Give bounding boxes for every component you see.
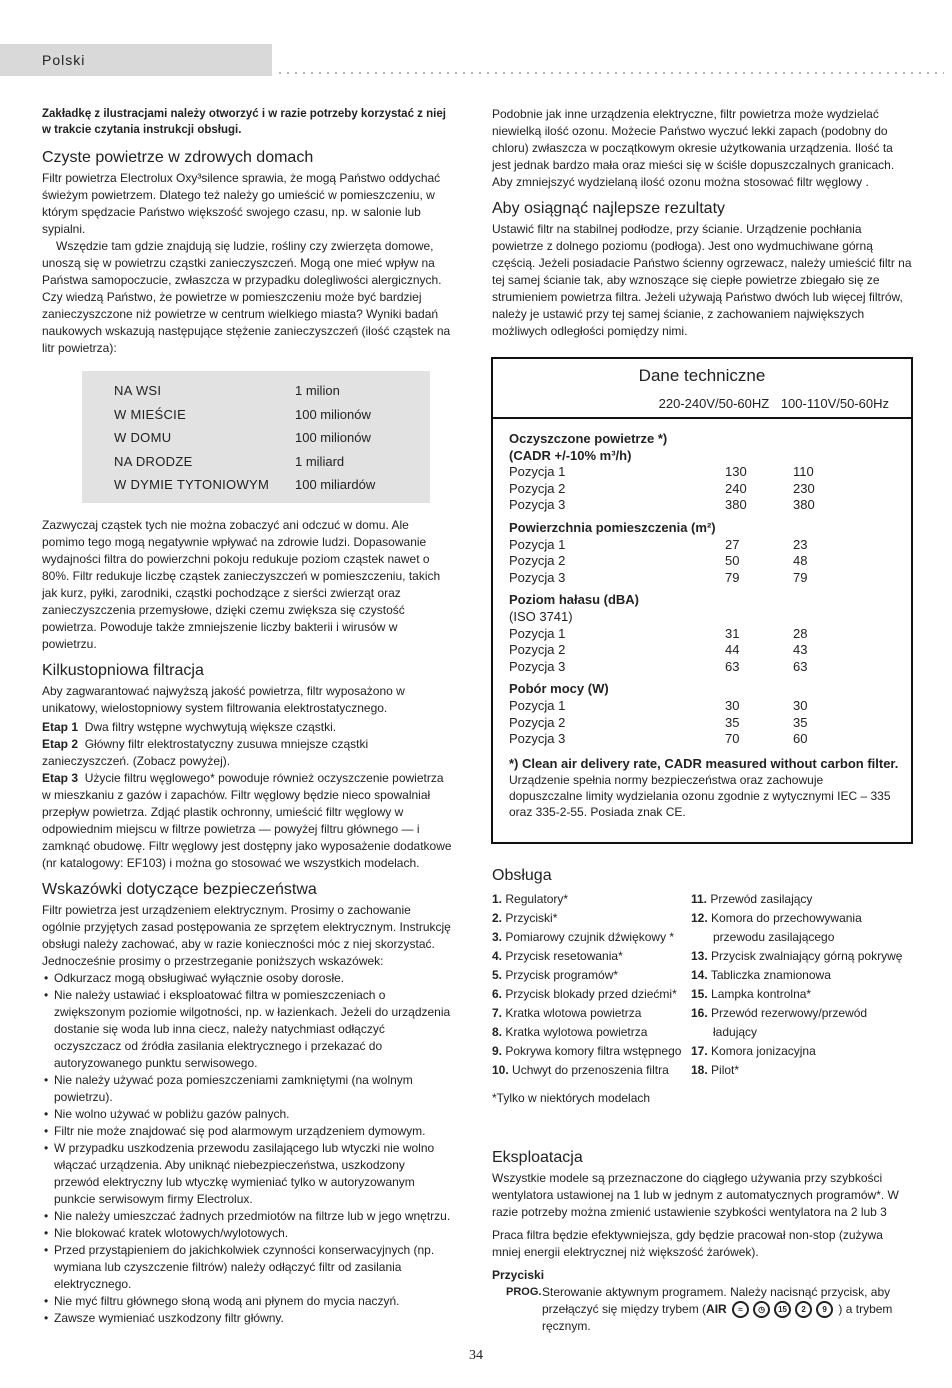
heading-safety: Wskazówki dotyczące bezpieczeństwa [42, 880, 317, 898]
stats-place: W DYMIE TYTONIOWYM [114, 477, 270, 493]
spec-value-b: 63 [793, 658, 808, 674]
spec-value-b: 35 [793, 714, 808, 730]
spec-value-a: 79 [725, 569, 740, 585]
paragraph: Podobnie jak inne urządzenia elektryczne, filtr powietrza może wydzielać niewielką ilość ozonu. Możecie Państwo wyczuć lekki zapach (podobny do chloru) zwłaszcza w początkowym okresie użytkowania urządzenia. Ilość ta jest jednak bardzo mała oraz mieści się w ściśle dopuszczalnych granicach. Aby zmniejszyć wydzielaną ilość ozonu można stosować filtr węglowy . [492, 107, 895, 189]
part-label: Komora do przechowywania przewodu zasilającego [711, 911, 862, 944]
spec-label: Pozycja 1 [509, 536, 566, 552]
tech-specs-voltages: 220-240V/50-60HZ 100-110V/50-60Hz [658, 396, 889, 411]
list-item: • Przed przystąpieniem do jakichkolwiek czynności konserwacyjnych (np. wymiana lub czyszczenie filtrów) należy odłączyć filtr od zasilania elektrycznego. [42, 1242, 452, 1293]
timer-2-icon: 2 [795, 1301, 812, 1318]
spec-row [509, 642, 911, 659]
parts-column-1 [492, 890, 691, 1080]
spec-value-b: 79 [793, 569, 808, 585]
spec-row [509, 570, 911, 587]
part-label: Przycisk zwalniający górną pokrywę [711, 949, 903, 963]
spec-section-title: Powierzchnia pomieszczenia (m²) [509, 519, 716, 535]
part-label: Przyciski* [505, 911, 558, 925]
list-item [691, 1061, 912, 1080]
stats-place: W DOMU [114, 430, 172, 446]
stats-row [114, 379, 430, 403]
air-label: AIR [706, 1302, 727, 1316]
part-label: Kratka wlotowa powietrza [505, 1006, 642, 1020]
part-number: 11. [691, 892, 708, 906]
parts-list [492, 890, 912, 1080]
list-item [492, 985, 691, 1004]
part-label: Przycisk programów* [505, 968, 619, 982]
part-number: 9. [492, 1044, 503, 1058]
part-number: 10. [492, 1063, 509, 1077]
right-column [492, 106, 912, 340]
compliance-text: Urządzenie spełnia normy bezpieczeństwa oraz zachowuje dopuszczalne limity wydzielania ozonu zgodnie z wytycznymi IEC – 335 oraz 335-2-55. Posiada znak CE. [509, 773, 891, 820]
spec-row [509, 659, 911, 676]
clock-icon: ◷ [753, 1301, 770, 1318]
spec-row [509, 481, 911, 498]
part-number: 17. [691, 1044, 708, 1058]
stats-row [114, 473, 430, 497]
spec-value-a: 44 [725, 642, 740, 658]
list-item [691, 947, 912, 966]
stage-2 [42, 736, 452, 770]
part-number: 8. [492, 1025, 503, 1039]
paragraph: Jednocześnie prosimy o przestrzeganie poniższych wskazówek: [42, 953, 384, 968]
list-item: • Odkurzacz mogą obsługiwać wyłącznie osoby dorosłe. [42, 970, 452, 987]
tech-specs-box [491, 357, 913, 844]
spec-row [509, 497, 911, 514]
page-number: 34 [469, 1348, 483, 1363]
paragraph: Praca filtra będzie efektywniejsza, gdy będzie pracował non-stop (zużywa mniej energii elektrycznej niż większość żarówek). [492, 1228, 883, 1259]
spec-row [509, 537, 911, 554]
stage-1 [42, 719, 452, 736]
spec-value-a: 27 [725, 536, 740, 552]
spec-label: Pozycja 2 [509, 553, 566, 569]
spec-value-b: 23 [793, 536, 808, 552]
part-number: 14. [691, 968, 708, 982]
prog-button-description [492, 1284, 912, 1335]
paragraph: Ustawić filtr na stabilnej podłodze, przy ścianie. Urządzenie pochłania powietrze z dolnego poziomu (podłoga). Jest ono wydmuchiwane górną częścią. Jeżeli posiadacie Państwo ścienny ogrzewacz, należy umieścić filtr na tej samej ścianie tak, aby wznoszące się ciepłe powietrze zbiegało się ze strumieniem powietrza filtra. Jeżeli używają Państwo dwóch lub więcej filtrów, należy je ustawić przy tej samej ścianie, z zachowaniem największych możliwych odległości pomiędzy nimi. [492, 222, 912, 338]
spec-value-b: 28 [793, 625, 808, 641]
spec-value-a: 380 [725, 497, 747, 513]
stats-value: 100 milionów [295, 430, 371, 446]
list-item: • Nie należy umieszczać żadnych przedmiotów na filtrze lub w jego wnętrzu. [42, 1208, 452, 1225]
list-item: • W przypadku uszkodzenia przewodu zasilającego lub wtyczki nie wolno włączać urządzenia. Aby uniknąć niebezpieczeństwa, uszkodzony przewód elektryczny lub wtyczkę wymieniać tylko w autoryzowanym punkcie serwisowym firmy Electrolux. [42, 1140, 452, 1208]
part-label: Pokrywa komory filtra wstępnego [505, 1044, 682, 1058]
spec-value-a: 130 [725, 464, 747, 480]
part-label: Kratka wylotowa powietrza [505, 1025, 648, 1039]
part-label: Pilot* [711, 1063, 740, 1077]
list-item [492, 966, 691, 985]
stats-place: W MIEŚCIE [114, 406, 187, 422]
left-column [42, 106, 452, 1327]
stats-value: 1 milion [295, 383, 340, 399]
spec-value-b: 230 [793, 480, 815, 496]
part-label: Komora jonizacyjna [711, 1044, 816, 1058]
buttons-heading: Przyciski [492, 1268, 545, 1282]
part-number: 15. [691, 987, 708, 1001]
part-number: 18. [691, 1063, 708, 1077]
spec-row [509, 626, 911, 643]
spec-row [509, 715, 911, 732]
spec-label: Pozycja 2 [509, 480, 566, 496]
spec-label: Pozycja 2 [509, 642, 566, 658]
models-footnote: *Tylko w niektórych modelach [492, 1091, 651, 1105]
list-item [691, 985, 912, 1004]
paragraph: Aby zagwarantować najwyższą jakość powietrza, filtr wyposażono w unikatowy, wielostopniowy system filtrowania elektrostatycznego. [42, 683, 405, 715]
spec-value-a: 50 [725, 553, 740, 569]
list-item [691, 1004, 912, 1042]
parts-column-2 [691, 890, 912, 1080]
list-item [492, 1004, 691, 1023]
spec-label: Pozycja 1 [509, 625, 566, 641]
stats-value: 100 miliardów [295, 477, 376, 493]
prog-end-text: ) a trybem ręcznym. [542, 1302, 893, 1334]
timer-9-icon: 9 [816, 1301, 833, 1318]
list-item [492, 909, 691, 928]
stats-value: 1 miliard [295, 453, 345, 469]
header-dotted-rule [276, 71, 944, 75]
spec-value-b: 380 [793, 497, 815, 513]
tech-specs-body [493, 419, 911, 820]
part-number: 5. [492, 968, 503, 982]
part-number: 13. [691, 949, 708, 963]
stats-row [114, 450, 430, 474]
spec-value-b: 60 [793, 731, 808, 747]
safety-list [42, 970, 452, 1327]
stage-text: Dwa filtry wstępne wychwytują większe cząstki. [84, 719, 337, 734]
spec-value-a: 70 [725, 731, 740, 747]
list-item [492, 947, 691, 966]
list-item [691, 890, 912, 909]
language-label: Polski [42, 52, 86, 68]
stats-row [114, 403, 430, 427]
paragraph: Wszystkie modele są przeznaczone do ciągłego używania przy szybkości wentylatora ustawionej na 1 lub w jednym z automatycznych programów*. W razie potrzeby można zmienić ustawienie szybkości wentylatora na 2 lub 3 [492, 1171, 899, 1219]
spec-row [509, 698, 911, 715]
part-label: Tabliczka znamionowa [710, 968, 831, 982]
list-item [691, 909, 912, 947]
list-item: • Zawsze wymieniać uszkodzony filtr główny. [42, 1310, 452, 1327]
paragraph: Wszędzie tam gdzie znajdują się ludzie, rośliny czy zwierzęta domowe, unoszą się w powietrzu cząstki zanieczyszczeń. Mogą one mieć wpływ na Państwa samopoczucie, zwłaszcza w przypadku dolegliwości alergicznych. Czy wiedzą Państwo, że powietrze w pomieszczeniu może być bardziej zanieczyszczone niż powietrze w centrum wielkiego miasta? Wyniki badań naukowych wskazują następujące stężenie zanieczyszczeń (ilość cząstek na litr powietrza): [42, 239, 451, 355]
list-item: • Nie należy używać poza pomieszczeniami zamkniętymi (na wolnym powietrzu). [42, 1072, 452, 1106]
heading-best-results: Aby osiągnąć najlepsze rezultaty [492, 200, 726, 217]
heading-eksploatacja: Eksploatacja [492, 1149, 583, 1166]
spec-value-a: 30 [725, 697, 740, 713]
list-item [691, 966, 912, 985]
list-item: • Nie blokować kratek wlotowych/wylotowych. [42, 1225, 452, 1242]
part-number: 6. [492, 987, 503, 1001]
tech-specs-header [493, 359, 911, 419]
spec-label: Pozycja 2 [509, 714, 566, 730]
language-header [0, 44, 272, 76]
list-item [492, 928, 691, 947]
part-number: 1. [492, 892, 503, 906]
stats-row [114, 426, 430, 450]
spec-value-a: 63 [725, 658, 740, 674]
part-label: Lampka kontrolna* [711, 987, 812, 1001]
intro-note: Zakładkę z ilustracjami należy otworzyć i w razie potrzeby korzystać z niej w trakcie czytania instrukcji obsługi. [42, 108, 446, 136]
prog-tag: PROG. [506, 1286, 542, 1298]
tech-specs-title: Dane techniczne [638, 366, 766, 385]
list-item [691, 1042, 912, 1061]
cadr-note: *) Clean air delivery rate, CADR measured without carbon filter. [509, 755, 899, 771]
heading-obsluga: Obsługa [492, 867, 552, 884]
spec-label: Pozycja 1 [509, 697, 566, 713]
part-label: Przycisk blokady przed dziećmi* [505, 987, 677, 1001]
spec-value-b: 48 [793, 553, 808, 569]
stage-label: Etap 1 [42, 719, 79, 734]
spec-row [509, 731, 911, 748]
list-item: • Nie wolno używać w pobliżu gazów palnych. [42, 1106, 452, 1123]
part-label: Przycisk resetowania* [505, 949, 623, 963]
heading-filtration: Kilkustopniowa filtracja [42, 661, 204, 679]
eksploatacja-section [492, 1144, 912, 1335]
stage-text: Główny filtr elektrostatyczny zusuwa mniejsze cząstki zanieczyszczeń. (Zobacz powyżej). [42, 736, 369, 768]
spec-row [509, 464, 911, 481]
paragraph: Filtr powietrza Electrolux Oxy³silence sprawia, że mogą Państwo oddychać świeżym powietrzem. Dlatego też należy go umieścić w pomieszczeniu, w którym spędzacie Państwo większość swojego czasu, np. w salonie lub sypialni. [42, 171, 441, 236]
list-item: • Nie należy ustawiać i eksploatować filtra w pomieszczeniach o zwiększonym poziomie wilgotności, np. w łazienkach. Jeżeli do urządzenia dostanie się woda lub inna ciecz, należy natychmiast odłączyć oczyszczacz od źródła zasilania elektrycznego i przekazać do autoryzowanego punktu serwisowego. [42, 987, 452, 1072]
spec-label: Pozycja 3 [509, 658, 566, 674]
pollution-stats-box [82, 371, 430, 503]
stage-text: Użycie filtru węglowego* powoduje również oczyszczenie powietrza w mieszkaniu z gazów i zapachów. Filtr węglowy będzie nieco spowalniał przepływ powietrza. Zdjąć plastik ochronny, umieścić filtr węglowy w odpowiednim miejscu w filtrze powietrza — powyżej filtru głównego — i zamknąć obudowę. Filtr węglowy jest dostępny jako wyposażenie dodatkowe (nr katalogowy: EF103) i można go stosować we wszystkich modelach. [42, 770, 452, 870]
sensor-icon: ≈ [732, 1301, 749, 1318]
part-label: Regulatory* [505, 892, 569, 906]
heading-clean-air: Czyste powietrze w zdrowych domach [42, 149, 314, 166]
part-label: Uchwyt do przenoszenia filtra [512, 1063, 669, 1077]
spec-value-b: 30 [793, 697, 808, 713]
part-number: 2. [492, 911, 503, 925]
timer-15-icon: 15 [774, 1301, 791, 1318]
list-item [492, 890, 691, 909]
list-item: • Filtr nie może znajdować się pod alarmowym urządzeniem dymowym. [42, 1123, 452, 1140]
stats-value: 100 milionów [295, 406, 371, 422]
spec-section-subtitle: (ISO 3741) [509, 608, 573, 624]
stage-3 [42, 770, 452, 872]
spec-section-subtitle: (CADR +/-10% m³/h) [509, 447, 632, 463]
spec-section-title: Pobór mocy (W) [509, 681, 609, 697]
stats-place: NA DRODZE [114, 453, 193, 469]
spec-section-title: Poziom hałasu (dBA) [509, 592, 640, 608]
stage-label: Etap 3 [42, 770, 79, 785]
spec-label: Pozycja 3 [509, 569, 566, 585]
list-item [492, 1023, 691, 1042]
part-number: 4. [492, 949, 503, 963]
stage-label: Etap 2 [42, 736, 79, 751]
part-number: 12. [691, 911, 708, 925]
spec-value-b: 110 [793, 464, 814, 480]
spec-label: Pozycja 1 [509, 464, 566, 480]
spec-row [509, 553, 911, 570]
list-item [492, 1042, 691, 1061]
part-number: 7. [492, 1006, 503, 1020]
part-number: 16. [691, 1006, 708, 1020]
stats-place: NA WSI [114, 383, 162, 399]
paragraph: Filtr powietrza jest urządzeniem elektrycznym. Prosimy o zachowanie ogólnie przyjętych zasad postępowania ze sprzętem elektrycznym. Instrukcję obsługi należy zachować, aby w razie konieczności móc z niej skorzystać. [42, 902, 451, 951]
spec-label: Pozycja 3 [509, 497, 566, 513]
paragraph: Zazwyczaj cząstek tych nie można zobaczyć ani odczuć w domu. Ale pomimo tego mogą negatywnie wpływać na zdrowie ludzi. Dopasowanie wydajności filtra do powierzchni pokoju redukuje poziom cząstek nawet o 80%. Filtr redukuje liczbę cząstek zanieczyszczeń w pomieszczeniu, takich jak kurz, pyłki, zarodniki, cząstki pochodzące z sierści zwierząt oraz zanieczyszczenia przemysłowe, dzięki czemu zwiększa się czystość powietrza. Powoduje także zmniejszenie liczby bakterii i wirusów w powietrzu. [42, 517, 441, 651]
prog-text: Sterowanie aktywnym programem. Należy nacisnąć przycisk, aby przełączyć się między trybem ( [542, 1285, 891, 1316]
spec-value-a: 31 [725, 625, 740, 641]
spec-value-a: 35 [725, 714, 740, 730]
part-label: Pomiarowy czujnik dźwiękowy * [505, 930, 675, 944]
part-label: Przewód rezerwowy/przewód ładujący [711, 1006, 868, 1039]
obsluga-section [492, 862, 912, 1107]
spec-section-title: Oczyszczone powietrze *) [509, 431, 668, 446]
spec-value-b: 43 [793, 642, 808, 658]
part-label: Przewód zasilający [710, 892, 813, 906]
list-item: • Nie myć filtru głównego słoną wodą ani płynem do mycia naczyń. [42, 1293, 452, 1310]
part-number: 3. [492, 930, 503, 944]
spec-value-a: 240 [725, 480, 747, 496]
spec-label: Pozycja 3 [509, 731, 566, 747]
list-item [492, 1061, 691, 1080]
